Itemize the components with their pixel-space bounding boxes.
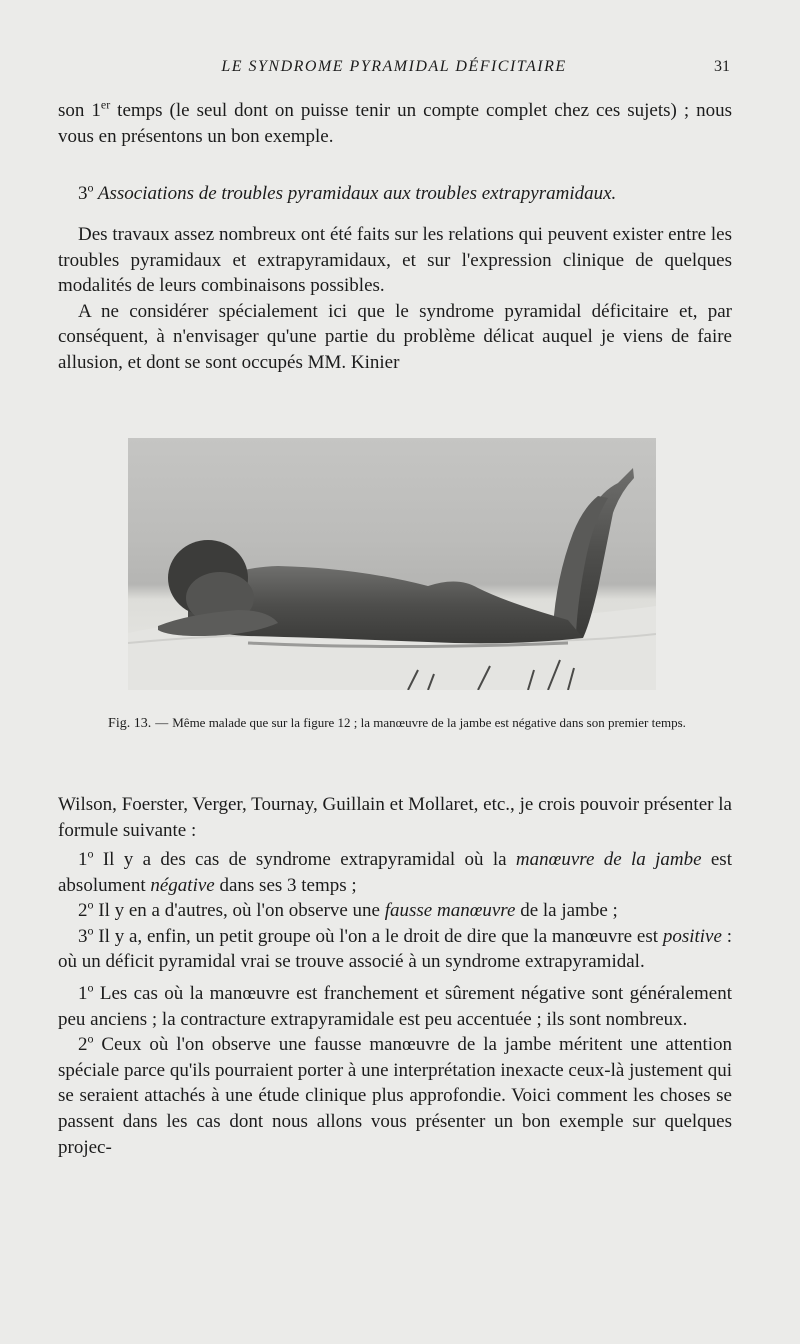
paragraphs-before-figure [58,222,732,376]
list-item-text: : où un déficit pyramidal vrai se trouve associé à un syndrome extrapyramidal. [58,925,732,973]
section-heading-title: Associations de troubles pyramidaux aux troubles extrapyramidaux. [93,183,617,204]
closing-degree: o [87,1031,94,1046]
closing-paragraph [58,981,732,1032]
list-item-degree: o [87,897,94,912]
list-item-emphasis: fausse manœuvre [384,900,516,922]
list-item [58,924,732,975]
page-header [58,58,730,84]
list-item-text: Il y a des cas de syndrome extrapyramidal où la [93,849,516,870]
list [58,847,732,1160]
list-item [58,898,732,924]
figure-caption [62,714,732,732]
closing-text: Les cas où la manœuvre est franchement et sûrement négative sont généralement peu anciens ; la contracture extrapyramidale est peu accentuée ; ils sont nombreux. [58,982,732,1030]
photograph-lying-child [128,438,656,690]
list-item-number: 1 [78,849,88,870]
figure-label: Fig. 13. [108,716,152,731]
list-item-text: dans ses 3 temps ; [214,874,357,896]
figure-photograph [128,438,656,690]
closing-degree: o [87,980,94,995]
closing-text: Ceux où l'on observe une fausse manœuvre de la jambe méritent une attention spéciale parce qu'ils pourraient porter à une interprétation inexacte ceux-là justement qui se seraient attachés à une étude clinique plus approfondie. Voici comment les choses se passent dans les cas dont nous allons vous présenter un bon exemple sur quelques projec- [58,1034,732,1158]
closing-number: 1 [78,982,88,1004]
list-item-emphasis: manœuvre de la jambe [515,849,702,870]
closing-paragraph [58,1032,732,1160]
figure-dash: — [155,715,169,730]
list-item-text: Il y en a d'autres, où l'on observe une [93,900,385,922]
list-item-text: est absolument [58,849,732,896]
list-item-degree: o [87,923,94,938]
closing-number: 2 [78,1034,88,1056]
list-item [58,847,732,898]
running-title: LE SYNDROME PYRAMIDAL DÉFICITAIRE [221,58,567,75]
paragraph-after-figure-text: Wilson, Foerster, Verger, Tournay, Guillain et Mollaret, etc., je crois pouvoir présenter la formule suivante : [58,794,732,841]
list-item-emphasis: négative [150,874,215,896]
top-paragraph-sup: er [100,97,111,112]
list-item-number: 3 [78,925,88,947]
list-item-number: 2 [78,900,88,922]
paragraph-2: A ne considérer spécialement ici que le syndrome pyramidal déficitaire et, par conséquent, à n'envisager qu'une partie du problème délicat auquel je viens de faire allusion, et dont se sont occupés MM. Kinier [58,300,732,373]
section-heading-degree: o [87,180,94,195]
list-item-emphasis: positive [662,925,722,947]
section-heading-number: 3 [78,183,88,204]
section-heading [58,181,732,206]
top-paragraph [58,98,732,149]
top-paragraph-suffix: temps (le seul dont on puisse tenir un compte complet chez ces sujets) ; nous vous en présentons un bon exemple. [58,100,732,147]
page-number: 31 [714,58,730,75]
list-item-text: Il y a, enfin, un petit groupe où l'on a le droit de dire que la manœuvre est [93,925,663,947]
top-paragraph-prefix: son 1 [58,100,101,121]
figure-caption-text: Même malade que sur la figure 12 ; la manœuvre de la jambe est négative dans son premier temps. [172,715,686,730]
list-item-degree: o [87,846,94,861]
paragraph-after-figure [58,792,732,843]
paragraph-1: Des travaux assez nombreux ont été faits sur les relations qui peuvent exister entre les troubles pyramidaux et extrapyramidaux, et sur l'expression clinique de quelques modalités de leurs combinaisons possibles. [58,224,732,297]
list-item-text: de la jambe ; [515,900,618,922]
